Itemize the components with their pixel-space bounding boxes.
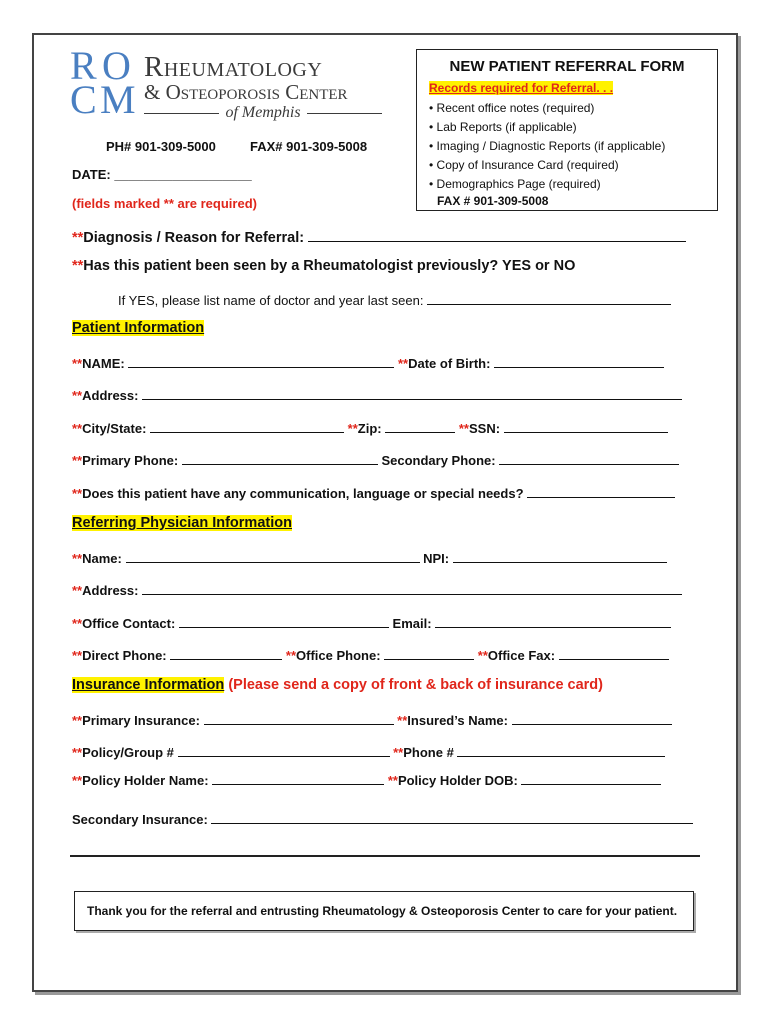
logo-name-line2: & Osteoporosis Center xyxy=(144,80,348,104)
required-marker: ** xyxy=(387,773,398,788)
required-marker: ** xyxy=(72,616,83,631)
date-field[interactable]: DATE: ___________________ xyxy=(72,167,252,182)
diagnosis-label: Diagnosis / Reason for Referral: xyxy=(83,230,305,246)
required-marker: ** xyxy=(393,745,404,760)
patient-name-input[interactable] xyxy=(128,354,394,368)
office-fax-input[interactable] xyxy=(559,646,669,660)
secondary-phone-input[interactable] xyxy=(499,451,679,465)
divider xyxy=(70,855,700,857)
phone-number: PH# 901-309-5000 xyxy=(106,139,216,154)
required-marker: ** xyxy=(72,551,83,566)
thank-you-box xyxy=(74,891,694,931)
previous-doctor-input[interactable] xyxy=(427,291,671,305)
seen-before-question[interactable]: Has this patient been seen by a Rheumatologist previously? YES or NO xyxy=(83,258,576,274)
required-marker: ** xyxy=(347,421,358,436)
office-contact-row xyxy=(72,614,671,631)
primary-insurance-row xyxy=(72,711,672,728)
required-marker: ** xyxy=(72,648,83,663)
records-required-heading: Records required for Referral. . . xyxy=(429,81,614,95)
policy-group-input[interactable] xyxy=(178,743,390,757)
special-needs-label: Does this patient have any communication, language or special needs? xyxy=(82,486,524,501)
insurance-phone-input[interactable] xyxy=(457,743,665,757)
primary-insurance-label: Primary Insurance: xyxy=(82,713,200,728)
physician-address-input[interactable] xyxy=(142,581,682,595)
seen-before-row xyxy=(72,258,575,274)
patient-phone-row xyxy=(72,451,679,468)
special-needs-input[interactable] xyxy=(527,484,675,498)
physician-name-row xyxy=(72,549,667,566)
list-item: • Imaging / Diagnostic Reports (if applicable) xyxy=(429,137,717,156)
zip-label: Zip: xyxy=(357,421,382,436)
patient-address-input[interactable] xyxy=(142,386,682,400)
ssn-label: SSN: xyxy=(469,421,501,436)
records-list xyxy=(417,99,717,194)
records-required-box xyxy=(416,49,718,211)
insurance-card-note: (Please send a copy of front & back of insurance card) xyxy=(228,677,603,693)
city-state-input[interactable] xyxy=(150,419,344,433)
address-label: Address: xyxy=(82,583,139,598)
logo-name-line1: Rheumatology xyxy=(144,51,323,83)
policy-holder-dob-label: Policy Holder DOB: xyxy=(397,773,518,788)
required-marker: ** xyxy=(72,583,83,598)
patient-section-heading xyxy=(72,320,204,336)
required-marker: ** xyxy=(477,648,488,663)
direct-phone-input[interactable] xyxy=(170,646,282,660)
required-marker: ** xyxy=(72,453,83,468)
secondary-insurance-row xyxy=(72,810,693,827)
dob-input[interactable] xyxy=(494,354,664,368)
insured-name-label: Insured’s Name: xyxy=(407,713,508,728)
logo-tagline-text: of Memphis xyxy=(225,104,301,121)
email-input[interactable] xyxy=(435,614,671,628)
required-fields-note: (fields marked ** are required) xyxy=(72,196,257,211)
referral-form-page xyxy=(32,33,738,992)
thank-you-text: Thank you for the referral and entrusting Rheumatology & Osteoporosis Center to care for your patient. xyxy=(87,904,678,918)
policy-holder-row xyxy=(72,771,661,788)
logo-letter: C xyxy=(70,77,94,122)
logo-letter: M xyxy=(100,77,133,122)
list-item: • Recent office notes (required) xyxy=(429,99,717,118)
required-marker: ** xyxy=(285,648,297,663)
secondary-insurance-input[interactable] xyxy=(211,810,693,824)
policy-holder-name-label: Policy Holder Name: xyxy=(82,773,209,788)
divider xyxy=(307,113,382,114)
required-marker: ** xyxy=(72,258,84,274)
email-label: Email: xyxy=(392,616,432,631)
diagnosis-row xyxy=(72,228,686,246)
logo-letter: O xyxy=(102,43,128,88)
section-heading: Patient Information xyxy=(72,320,205,336)
logo-tagline xyxy=(144,105,382,121)
patient-name-row xyxy=(72,354,664,371)
policy-holder-dob-input[interactable] xyxy=(521,771,661,785)
npi-input[interactable] xyxy=(453,549,667,563)
insurance-phone-label: Phone # xyxy=(403,745,454,760)
required-marker: ** xyxy=(458,421,469,436)
required-marker: ** xyxy=(72,230,84,246)
physician-name-label: Name: xyxy=(82,551,122,566)
policy-holder-name-input[interactable] xyxy=(212,771,384,785)
required-marker: ** xyxy=(72,713,83,728)
list-item: • Demographics Page (required) xyxy=(429,175,717,194)
required-marker: ** xyxy=(72,421,83,436)
required-marker: ** xyxy=(72,773,83,788)
physician-phone-row xyxy=(72,646,669,663)
address-label: Address: xyxy=(82,388,139,403)
primary-phone-label: Primary Phone: xyxy=(82,453,179,468)
patient-city-row xyxy=(72,419,668,436)
policy-group-label: Policy/Group # xyxy=(82,745,174,760)
required-marker: ** xyxy=(397,713,408,728)
npi-label: NPI: xyxy=(423,551,450,566)
direct-phone-label: Direct Phone: xyxy=(82,648,167,663)
diagnosis-input[interactable] xyxy=(308,228,686,242)
center-logo xyxy=(70,43,390,122)
office-phone-input[interactable] xyxy=(384,646,474,660)
fax-number: FAX# 901-309-5008 xyxy=(250,139,368,154)
insurance-section-heading xyxy=(72,677,603,693)
list-item: • Lab Reports (if applicable) xyxy=(429,118,717,137)
form-title: NEW PATIENT REFERRAL FORM xyxy=(449,58,685,75)
if-yes-label: If YES, please list name of doctor and year last seen: xyxy=(118,293,424,308)
policy-group-row xyxy=(72,743,665,760)
divider xyxy=(144,113,219,114)
section-heading: Referring Physician Information xyxy=(72,515,292,531)
physician-section-heading xyxy=(72,515,292,531)
logo-monogram xyxy=(70,43,138,122)
office-phone-label: Office Phone: xyxy=(296,648,381,663)
required-marker: ** xyxy=(72,388,83,403)
required-marker: ** xyxy=(72,486,83,501)
list-item: • Copy of Insurance Card (required) xyxy=(429,156,717,175)
primary-phone-input[interactable] xyxy=(182,451,378,465)
office-contact-label: Office Contact: xyxy=(82,616,176,631)
office-contact-input[interactable] xyxy=(179,614,389,628)
if-yes-row xyxy=(118,291,671,308)
physician-name-input[interactable] xyxy=(126,549,420,563)
insured-name-input[interactable] xyxy=(512,711,672,725)
special-needs-row xyxy=(72,484,675,501)
secondary-phone-label: Secondary Phone: xyxy=(381,453,496,468)
zip-input[interactable] xyxy=(385,419,455,433)
primary-insurance-input[interactable] xyxy=(204,711,394,725)
patient-address-row xyxy=(72,386,682,403)
required-marker: ** xyxy=(72,356,83,371)
dob-label: Date of Birth: xyxy=(408,356,491,371)
city-state-label: City/State: xyxy=(82,421,147,436)
ssn-input[interactable] xyxy=(504,419,668,433)
physician-address-row xyxy=(72,581,682,598)
office-fax-label: Office Fax: xyxy=(487,648,556,663)
required-marker: ** xyxy=(397,356,409,371)
box-fax-number: FAX # 901-309-5008 xyxy=(437,194,549,208)
section-heading: Insurance Information xyxy=(72,677,225,693)
logo-letter: R xyxy=(70,43,94,88)
required-marker: ** xyxy=(72,745,83,760)
secondary-insurance-label: Secondary Insurance: xyxy=(72,812,208,827)
patient-name-label: NAME: xyxy=(82,356,125,371)
